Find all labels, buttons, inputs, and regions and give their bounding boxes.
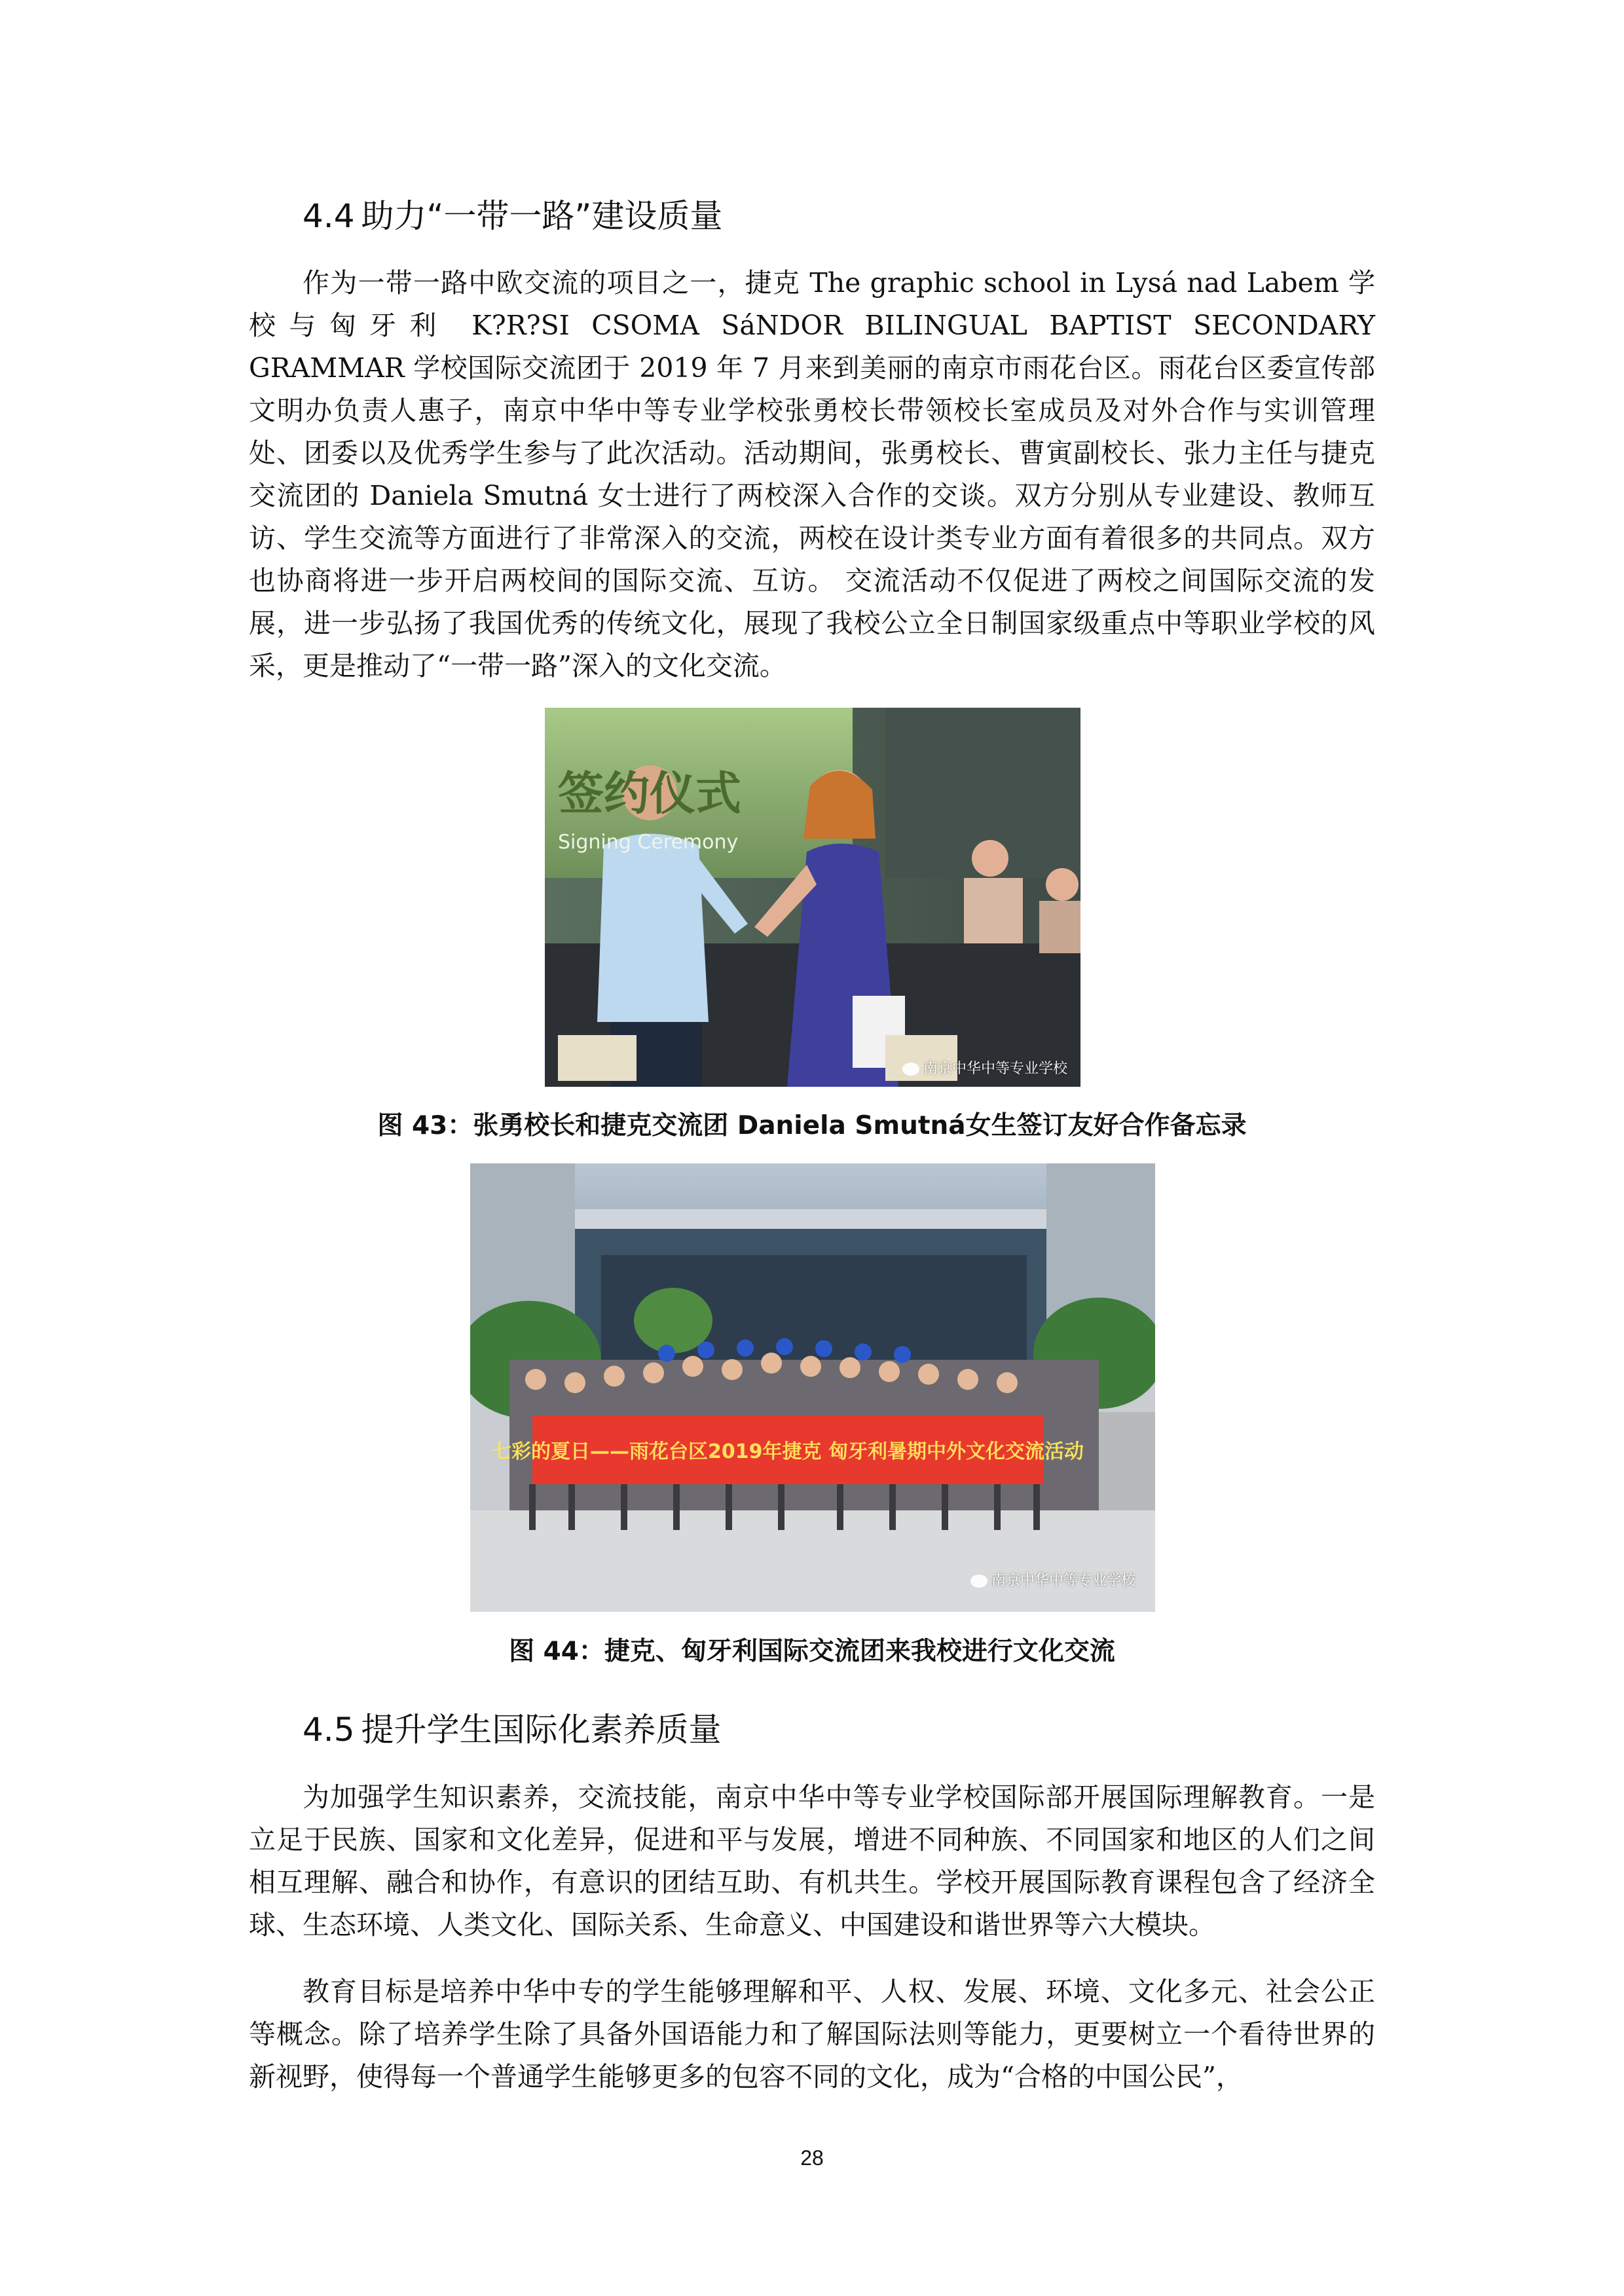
banner-text: 七彩的夏日——雨花台区2019年捷克 匈牙利暑期中外文化交流活动 [492, 1440, 1084, 1463]
section-number: 4.4 [303, 197, 355, 235]
paragraph: 为加强学生知识素养，交流技能，南京中华中等专业学校国际部开展国际理解教育。一是立足于民族、国家和文化差异，促进和平与发展，增进不同种族、不同国家和地区的人们之间相互理解、融合和协作，有意识的团结互助、有机共生。学校开展国际教育课程包含了经济全球、生态环境、人类文化、国际关系、生命意义、中国建设和谐世界等六大模块。 [249, 1781, 1375, 1941]
wechat-icon [902, 1063, 919, 1076]
photo-screen-subtitle: Signing Ceremony [558, 831, 739, 854]
photo-screen-title: 签约仪式 [558, 767, 741, 820]
photo-watermark: 南京中华中等专业学校 [970, 1569, 1135, 1590]
paragraph: 教育目标是培养中华中专的学生能够理解和平、人权、发展、环境、文化多元、社会公正等概念。除了培养学生除了具备外国语能力和了解国际法则等能力，更要树立一个看待世界的新视野，使得每一个普通学生能够更多的包容不同的文化，成为“合格的中国公民”， [249, 1976, 1375, 2092]
signing-ceremony-photo [545, 708, 1080, 1087]
group-photo-illustration [470, 1163, 1155, 1612]
section-title: 助力“一带一路”建设质量 [361, 197, 723, 235]
page-number: 28 [800, 2146, 824, 2170]
section-4-4-heading [303, 196, 722, 236]
section-4-5-body-2 [249, 1971, 1375, 2098]
paragraph: 作为一带一路中欧交流的项目之一，捷克 The graphic school in Lysá nad Labem 学校与匈牙利 K?R?SI CSOMA SáNDOR BILINGUAL BAPTIST SECONDARY GRAMMAR 学校国际交流团于 2019 年 7 月来到美丽的南京市雨花台区。雨花台区委宣传部文明办负责人惠子，南京中华中等专业学校张勇校长带领校长室成员及对外合作与实训管理处、团委以及优秀学生参与了此次活动。活动期间，张勇校长、曹寅副校长、张力主任与捷克交流团的 Daniela Smutná 女士进行了两校深入合作的交谈。双方分别从专业建设、教师互访、学生交流等方面进行了非常深入的交流，两校在设计类专业方面有着很多的共同点。双方也协商将进一步开启两校间的国际交流、互访。 交流活动不仅促进了两校之间国际交流的发展，进一步弘扬了我国优秀的传统文化，展现了我校公立全日制国家级重点中等职业学校的风采，更是推动了“一带一路”深入的文化交流。 [249, 267, 1375, 682]
section-4-4-body [249, 262, 1375, 687]
wechat-icon [970, 1575, 987, 1588]
section-number: 4.5 [303, 1711, 355, 1749]
figure-44-caption: 图 44：捷克、匈牙利国际交流团来我校进行文化交流 [509, 1637, 1115, 1666]
section-4-5-body-1 [249, 1776, 1375, 1946]
section-title: 提升学生国际化素养质量 [361, 1711, 722, 1749]
group-photo [470, 1163, 1155, 1612]
section-4-5-heading [303, 1710, 722, 1749]
photo-watermark: 南京中华中等专业学校 [902, 1057, 1067, 1078]
signing-photo-illustration [545, 708, 1080, 1087]
figure-43-caption: 图 43：张勇校长和捷克交流团 Daniela Smutná女生签订友好合作备忘录 [377, 1111, 1247, 1140]
